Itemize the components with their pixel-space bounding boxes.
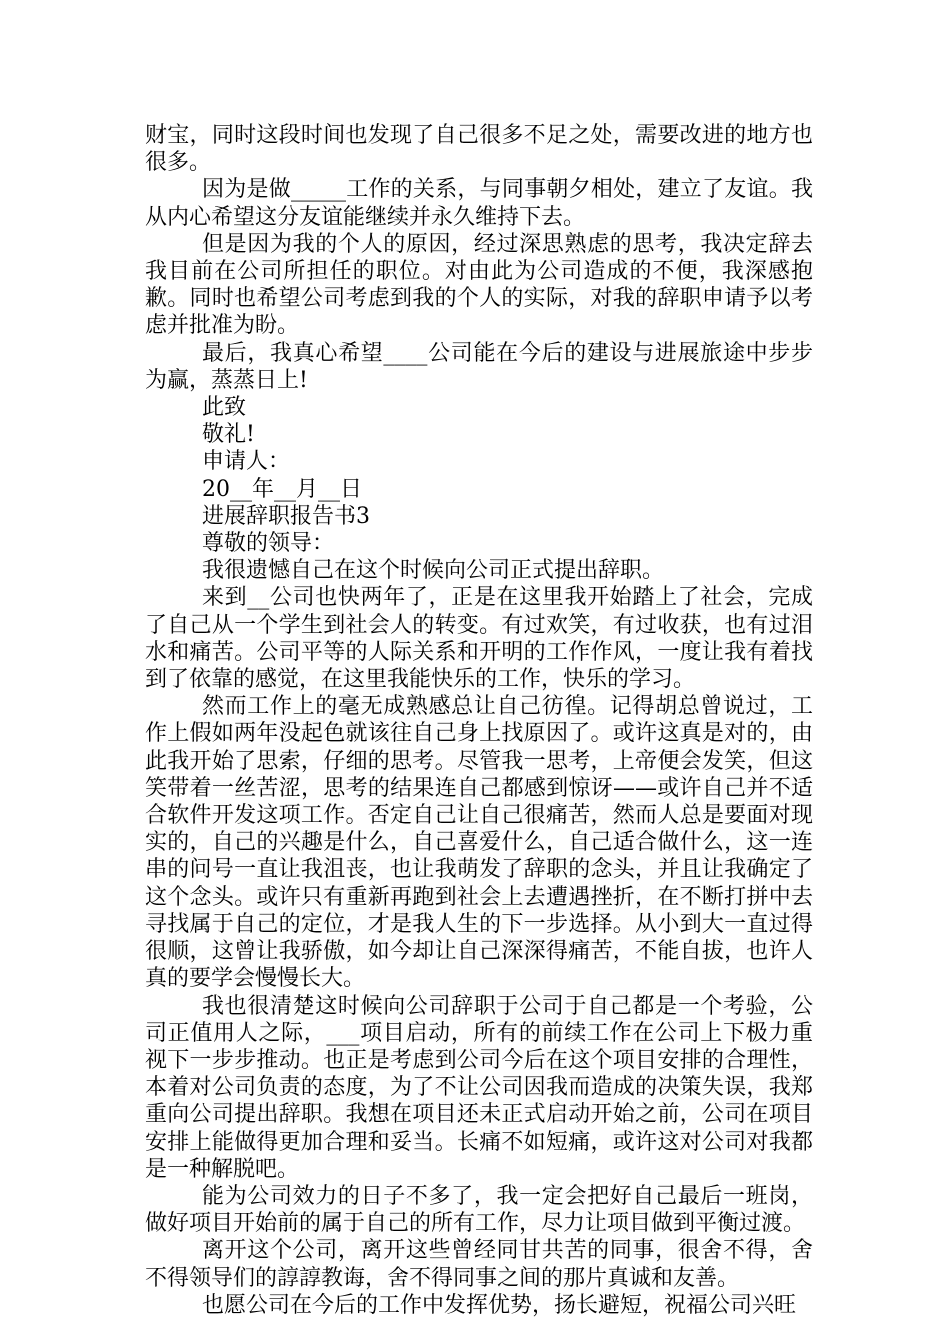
paragraph-closing-wish: 也愿公司在今后的工作中发挥优势，扬长避短，祝福公司兴旺: [202, 1292, 797, 1318]
paragraph-best-wishes: 最后，我真心希望____公司能在今后的建设与进展旅途中步步为赢，蒸蒸日上!: [145, 340, 813, 393]
paragraph-two-years: 来到__公司也快两年了，正是在这里我开始踏上了社会，完成了自己从一个学生到社会人的转变。有过欢笑，有过收获，也有过泪水和痛苦。公司平等的人际关系和开明的工作作风，一度让我有着找到了依靠的感觉，在这里我能快乐的工作，快乐的学习。: [145, 585, 813, 693]
closing-salutation: 此致: [202, 395, 247, 421]
applicant-label: 申请人：: [202, 449, 291, 475]
paragraph-reflection: 然而工作上的毫无成熟感总让自己彷徨。记得胡总曾说过，工作上假如两年没起色就该往自己身上找原因了。或许这真是对的，由此我开始了思索，仔细的思考。尽管我一思考，上帝便会发笑，但这笑带着一丝苦涩，思考的结果连自己都感到惊讶——或许自己并不适合软件开发这项工作。否定自己让自己很痛苦，然而人总是要面对现实的，自己的兴趣是什么，自己喜爱什么，自己适合做什么，这一连串的问号一直让我沮丧，也让我萌发了辞职的念头，并且让我确定了这个念头。或许只有重新再跑到社会上去遭遇挫折，在不断打拼中去寻找属于自己的定位，才是我人生的下一步选择。从小到大一直过得很顺，这曾让我骄傲，如今却让自己深深得痛苦，不能自拔，也许人真的要学会慢慢长大。: [145, 694, 813, 992]
greeting: 尊敬的领导：: [202, 531, 335, 557]
paragraph-friendship: 因为是做_____工作的关系，与同事朝夕相处，建立了友谊。我从内心希望这分友谊能继续并永久维持下去。: [145, 177, 813, 230]
paragraph-last-duties: 能为公司效力的日子不多了，我一定会把好自己最后一班岗，做好项目开始前的属于自己的所有工作，尽力让项目做到平衡过渡。: [145, 1183, 813, 1237]
paragraph-project-timing: 我也很清楚这时候向公司辞职于公司于自己都是一个考验，公司正值用人之际，___项目启动，所有的前续工作在公司上下极力重视下一步步推动。也正是考虑到公司今后在这个项目安排的合理性，本着对公司负责的态度，为了不让公司因我而造成的决策失误，我郑重向公司提出辞职。我想在项目还未正式启动开始之前，公司在项目安排上能做得更加合理和妥当。长痛不如短痛，或许这对公司对我都是一种解脱吧。: [145, 993, 813, 1182]
paragraph-continued: 财宝，同时这段时间也发现了自己很多不足之处，需要改进的地方也很多。: [145, 123, 813, 176]
closing-regards: 敬礼!: [202, 422, 255, 448]
paragraph-farewell: 离开这个公司，离开这些曾经同甘共苦的同事，很舍不得，舍不得领导们的諄諄教诲，舍不得同事之间的那片真诚和友善。: [145, 1238, 813, 1291]
section-heading: 进展辞职报告书3: [202, 503, 370, 529]
paragraph-resignation-reason: 但是因为我的个人的原因，经过深思熟虑的思考，我决定辞去我目前在公司所担任的职位。对由此为公司造成的不便，我深感抱歉。同时也希望公司考虑到我的个人的实际，对我的辞职申请予以考虑并批准为盼。: [145, 231, 813, 339]
date-line: 20__年__月__日: [202, 476, 362, 502]
document-page: [145, 122, 813, 1319]
opening-line: 我很遗憾自己在这个时候向公司正式提出辞职。: [202, 558, 665, 584]
